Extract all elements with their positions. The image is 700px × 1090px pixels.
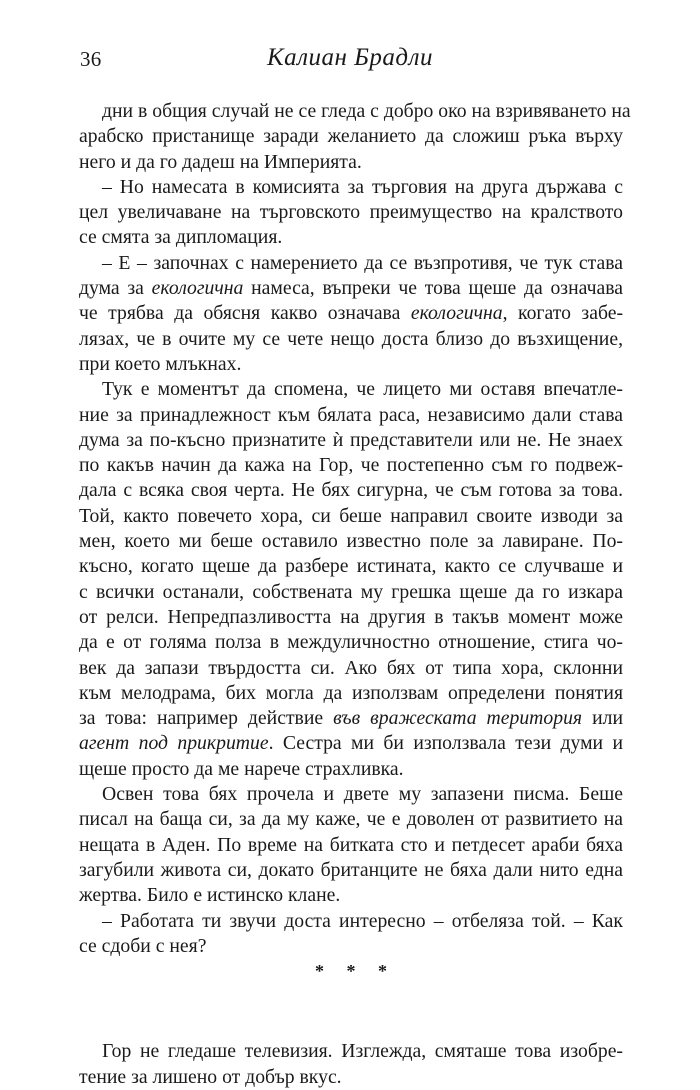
text-run: загубили живота си, докато британците не бяха дали нито една bbox=[79, 858, 623, 881]
text-line bbox=[79, 175, 623, 200]
text-run: лязах, че в очите му се чете нещо доста близо до възхищение, bbox=[79, 327, 623, 350]
text-run: ние за принадлежност към бялата раса, независимо дали става bbox=[79, 403, 623, 426]
text-line bbox=[79, 554, 623, 579]
text-run: дума за bbox=[79, 277, 152, 300]
text-line bbox=[79, 731, 623, 756]
text-run: . Сестра ми би използвала тези думи и bbox=[268, 732, 623, 755]
page-number: 36 bbox=[80, 47, 102, 71]
italic-text: екологична bbox=[410, 302, 503, 325]
text-run: цел увеличаване на търговското преимущество на кралството bbox=[79, 201, 623, 224]
text-run: арабско пристанище заради желанието да сложиш ръка върху bbox=[79, 125, 623, 148]
text-run: Гор не гледаше телевизия. Изглежда, смяташе това изобре- bbox=[102, 1040, 623, 1063]
italic-text: агент под прикритие bbox=[79, 732, 269, 755]
text-line bbox=[79, 301, 623, 326]
text-run: към мелодрама, бих могла да използвам определени понятия bbox=[79, 681, 623, 704]
text-run: тение за лишено от добър вкус. bbox=[79, 1065, 342, 1088]
text-run: писал на баща си, за да му каже, че е доволен от развитието на bbox=[79, 808, 623, 831]
text-run: за това: например действие bbox=[79, 707, 334, 730]
text-run: късно, когато щеше да разбере истината, както се случваше и bbox=[79, 555, 623, 578]
text-line bbox=[79, 782, 623, 807]
text-line bbox=[79, 883, 623, 908]
text-run: при което млъкнах. bbox=[79, 352, 242, 375]
italic-text: във вражеската територия bbox=[333, 707, 583, 730]
text-line bbox=[79, 276, 623, 301]
text-line bbox=[79, 352, 623, 377]
text-line bbox=[79, 833, 623, 858]
text-line bbox=[79, 428, 623, 453]
text-line bbox=[79, 124, 623, 149]
text-run: , когато забе- bbox=[502, 302, 624, 325]
text-run: век да запази твърдостта си. Ако бях от типа хора, склонни bbox=[79, 656, 623, 679]
text-line bbox=[79, 580, 623, 605]
text-run: него и да го дадеш на Империята. bbox=[79, 150, 362, 173]
text-line bbox=[79, 377, 623, 402]
paragraph bbox=[79, 251, 623, 377]
text-run: Тук е моментът да спомена, че лицето ми оставя впечатле- bbox=[102, 378, 623, 401]
text-run: дума за по-късно признатите ѝ представители или не. Не знаех bbox=[79, 428, 623, 451]
text-line bbox=[79, 251, 623, 276]
text-line bbox=[79, 327, 623, 352]
italic-text: екологична bbox=[151, 277, 244, 300]
text-line bbox=[79, 630, 623, 655]
paragraph bbox=[79, 377, 623, 782]
text-run: от релси. Непредпазливостта на другия в такъв момент може bbox=[79, 605, 623, 628]
text-run: щеше просто да ме нарече страхливка. bbox=[79, 757, 404, 780]
text-run: мен, което ми беше оставило известно поле за лавиране. По- bbox=[79, 530, 623, 553]
text-run: се смята за дипломация. bbox=[79, 226, 283, 249]
text-run: Освен това бях прочела и двете му запазени писма. Беше bbox=[102, 783, 623, 806]
text-line bbox=[79, 807, 623, 832]
text-line bbox=[79, 200, 623, 225]
text-run: намеса, въпреки че това щеше да означава bbox=[243, 277, 623, 300]
text-run: дни в общия случай не се гледа с добро око на взривяването на bbox=[102, 100, 631, 122]
text-run: нещата в Аден. По време на битката сто и петдесет араби бяха bbox=[79, 833, 623, 856]
text-line bbox=[79, 858, 623, 883]
paragraph bbox=[79, 175, 623, 251]
text-line bbox=[79, 225, 623, 250]
text-run: да е от голяма полза в междуличностно отношение, стига чо- bbox=[79, 631, 623, 654]
text-line bbox=[79, 453, 623, 478]
text-line bbox=[79, 605, 623, 630]
section-separator: * * * bbox=[315, 961, 396, 982]
text-run: по какъв начин да кажа на Гор, че постепенно съм го подвеж- bbox=[79, 454, 623, 477]
text-run: се сдоби с нея? bbox=[79, 934, 207, 957]
text-line bbox=[79, 529, 623, 554]
body-text bbox=[79, 99, 631, 1090]
text-run: дала с всяка своя черта. Не бях сигурна, че съм готова за това. bbox=[79, 479, 623, 502]
text-line bbox=[79, 909, 623, 934]
text-run: – Но намесата в комисията за търговия на друга държава с bbox=[102, 175, 623, 198]
text-run: с всички останали, собствената му грешка щеше да го изкара bbox=[79, 580, 623, 603]
text-line bbox=[79, 1039, 623, 1064]
text-run: Той, както повечето хора, си беше направил своите изводи за bbox=[79, 504, 623, 527]
text-line bbox=[79, 656, 623, 681]
text-line bbox=[79, 681, 623, 706]
paragraph bbox=[79, 909, 623, 960]
running-head-author: Калиан Брадли bbox=[267, 44, 433, 71]
text-line bbox=[79, 504, 623, 529]
text-line bbox=[79, 150, 623, 175]
text-line bbox=[79, 1065, 623, 1090]
text-line bbox=[79, 478, 623, 503]
text-line bbox=[79, 706, 623, 731]
text-line bbox=[79, 403, 623, 428]
text-run: – Е – започнах с намерението да се възпротивя, че тук става bbox=[102, 251, 623, 274]
text-run: – Работата ти звучи доста интересно – отбеляза той. – Как bbox=[102, 909, 623, 932]
text-run: жертва. Било е истинско клане. bbox=[79, 884, 341, 907]
paragraph bbox=[79, 99, 631, 175]
text-line bbox=[79, 757, 623, 782]
text-line bbox=[79, 99, 631, 124]
text-run: че трябва да обясня какво означава bbox=[79, 302, 411, 325]
text-run: или bbox=[582, 707, 623, 730]
paragraph bbox=[79, 782, 623, 908]
paragraph bbox=[79, 1039, 623, 1090]
text-line bbox=[79, 934, 623, 959]
